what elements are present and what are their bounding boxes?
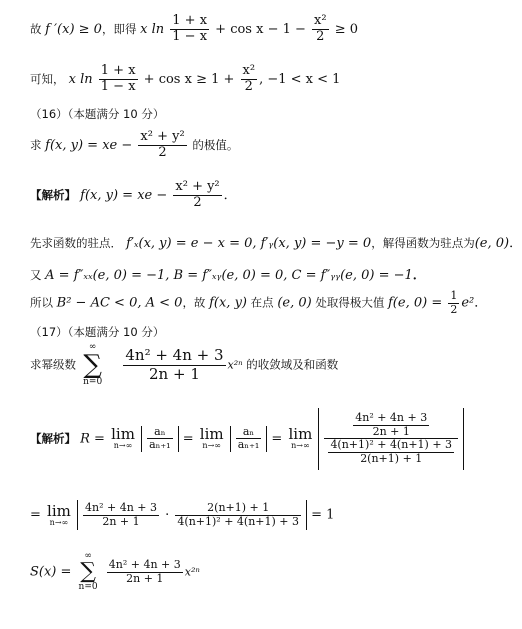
abs-big-ratio xyxy=(318,408,464,470)
limit-3: lim n→∞ xyxy=(288,425,313,451)
fraction-ln-2: $\frac{1 + x}{1 - x}$ xyxy=(100,63,136,94)
abs-ratio-2: $\frac{\text{aₙ}}{\text{aₙ₊₁}}$ xyxy=(230,426,268,452)
abs-product: $\frac{\text{4n² + 4n + 3}}{2n + 1}$ · $\frac{2(n+1) + 1}{\text{4(n+1)² + 4(n+1) + 3}}$ xyxy=(77,500,307,530)
question-17-statement: 求幂级数 ∞ ∑ n=0 $\frac{\text{4n² + 4n + 3}}{2n + 1}$ x²ⁿ 的收敛域及和函数 xyxy=(30,342,339,387)
line-maximum-conclusion: 所以 B² − AC < 0, A < 0，故 f(x, y) 在点 (e, 0) 处取得极大值 f(e, 0) = $\frac{1}{2}$ e²． xyxy=(30,289,488,316)
fraction-compound: $\frac{\frac{\text{4n² + 4n + 3}}{2n + 1}}{\frac{\text{4(n+1)² + 4(n+1) + 3}}{2(n+1) + 1}}$ xyxy=(324,412,458,466)
line-stationary-point: 先求函数的驻点． f′ₓ(x, y) = e − x = 0, f′ᵧ(x, y) = −y = 0，解得函数为驻点为(e, 0)． xyxy=(30,236,522,251)
line-inequality: 可知， x ln $\frac{1 + x}{1 - x}$ + cos x ≥ 1 + $\frac{\text{x²}}{2}$ , −1 < x < 1 xyxy=(30,63,341,94)
limit-4: lim n→∞ xyxy=(47,501,71,527)
fraction-series-term: $\frac{\text{4n² + 4n + 3}}{2n + 1}$ xyxy=(125,346,224,383)
answer-17-radius: 【解析】 R = lim n→∞ $\frac{\text{aₙ}}{\text{aₙ₊₁}}$ = lim n→∞ $\frac{\text{aₙ}}{\text{aₙ₊₁}}$ = lim n→∞ $\frac{\frac{\text{4n² + 4n + 3}}{2n + 1}}{\frac{\text{4(n+1)² + 4(n+1) + 3}}{2(n+1) + 1}}$ xyxy=(30,408,499,470)
fraction-x2-over-2: $\frac{\text{x²}}{2}$ xyxy=(314,13,327,44)
limit-1: lim n→∞ xyxy=(111,425,135,451)
fraction-x2-over-2-b: $\frac{\text{x²}}{2}$ xyxy=(242,63,256,94)
fraction-ln: $\frac{1 + x}{1 - x}$ xyxy=(172,13,208,44)
question-17-header: （17）（本题满分 10 分） xyxy=(30,325,165,339)
fraction-xy-answer: $\frac{\text{x² + y²}}{2}$ xyxy=(175,179,220,210)
fraction-half: $\frac{1}{2}$ xyxy=(450,289,458,316)
abs-ratio-1: $\frac{\text{aₙ}}{\text{aₙ₊₁}}$ xyxy=(141,426,179,452)
answer-16-function: 【解析】 f(x, y) = xe − $\frac{\text{x² + y²}}{2}$ ． xyxy=(30,179,237,210)
line-derivative-conclusion: 故 f ′(x) ≥ 0，即得 x ln $\frac{1 + x}{1 - x}$ + cos x − 1 − $\frac{\text{x²}}{2}$ ≥ 0 xyxy=(30,13,359,44)
line-limit-equals-one: = lim n→∞ $\frac{\text{4n² + 4n + 3}}{2n + 1}$ · $\frac{2(n+1) + 1}{\text{4(n+1)² + 4(n+1) + 3}}$ = 1 xyxy=(30,500,499,530)
question-16-statement: 求 f(x, y) = xe − $\frac{\text{x² + y²}}{2}$ 的极值。 xyxy=(30,129,239,160)
line-second-derivatives: 又 A = f″ₓₓ(e, 0) = −1, B = f″ₓᵧ(e, 0) = 0, C = f″ᵧᵧ(e, 0) = −1． xyxy=(30,268,426,283)
line-sum-function: S(x) = ∞ ∑ n=0 $\frac{\text{4n² + 4n + 3}}{2n + 1}$ x²ⁿ xyxy=(30,551,200,592)
sigma-symbol: ∞ ∑ n=0 xyxy=(83,342,103,387)
sigma-symbol-2: ∞ ∑ n=0 xyxy=(78,551,98,592)
limit-2: lim n→∞ xyxy=(199,425,224,451)
question-16-header: （16）（本题满分 10 分） xyxy=(30,107,165,121)
fraction-xy: $\frac{\text{x² + y²}}{2}$ xyxy=(140,129,185,160)
fraction-series-term-2: $\frac{\text{4n² + 4n + 3}}{2n + 1}$ xyxy=(108,557,181,585)
